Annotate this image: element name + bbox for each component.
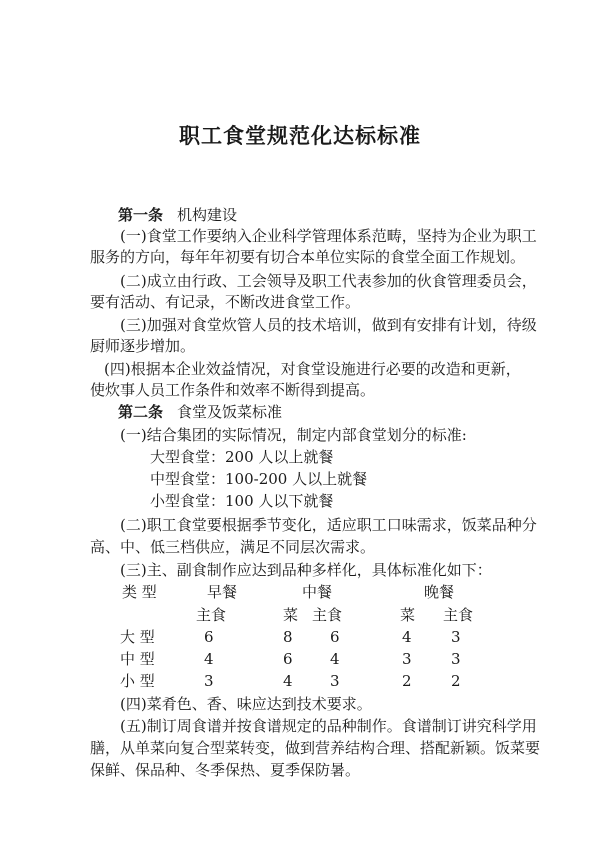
- breakfast-staple-value: 3: [204, 672, 214, 690]
- article1-title: 机构建设: [177, 206, 238, 224]
- article2-p1: (一)结合集团的实际情况，制定内部食堂划分的标准:: [120, 426, 467, 444]
- table-sub-dinner-staple: 主食: [443, 606, 474, 624]
- dinner-dish-value: 3: [402, 650, 412, 668]
- lunch-dish-value: 8: [283, 628, 293, 646]
- table-header-dinner: 晚餐: [424, 583, 455, 601]
- dinner-dish-value: 2: [402, 672, 412, 690]
- article2-p3: (三)主、副食制作应达到品种多样化，具体标准化如下：: [120, 561, 492, 579]
- size-large: 大型食堂：200 人以上就餐: [150, 448, 334, 466]
- article1-heading-line: [118, 205, 237, 225]
- table-header-lunch: 中餐: [302, 583, 333, 601]
- size-medium: 中型食堂：100-200 人以上就餐: [150, 470, 368, 488]
- article1-p1-line2: 服务的方向，每年年初要有切合本单位实际的食堂全面工作规划。: [90, 248, 526, 266]
- article2-p5-line3: 保鲜、保品种、冬季保热、夏季保防暑。: [90, 761, 361, 779]
- lunch-dish-value: 4: [283, 672, 293, 690]
- article2-p5-line2: 膳，从单菜向复合型菜转变，做到营养结构合理、搭配新颖。饭菜要: [90, 739, 541, 757]
- table-sub-dinner-dish: 菜: [400, 606, 416, 624]
- article1-p3-line1: (三)加强对食堂炊管人员的技术培训，做到有安排有计划，待级: [120, 316, 537, 334]
- row-label: 中 型: [120, 650, 155, 668]
- row-label: 大 型: [120, 628, 155, 646]
- article2-p2-line1: (二)职工食堂要根据季节变化，适应职工口味需求，饭菜品种分: [120, 516, 537, 534]
- breakfast-staple-value: 4: [204, 650, 214, 668]
- article2-p2-line2: 高、中、低三档供应，满足不同层次需求。: [90, 538, 376, 556]
- article1-number: 第一条: [118, 206, 164, 224]
- article2-title: 食堂及饭菜标准: [177, 403, 283, 421]
- dinner-staple-value: 2: [451, 672, 461, 690]
- article1-p2-line1: (二)成立由行政、工会领导及职工代表参加的伙食管理委员会，: [120, 272, 537, 290]
- article2-number: 第二条: [118, 403, 164, 421]
- article1-p1-line1: (一)食堂工作要纳入企业科学管理体系范畴，坚持为企业为职工: [120, 227, 537, 245]
- row-label: 小 型: [120, 672, 155, 690]
- article1-p4-line1: (四)根据本企业效益情况，对食堂设施进行必要的改造和更新，: [104, 360, 521, 378]
- article1-p3-line2: 厨师逐步增加。: [90, 337, 196, 355]
- dinner-staple-value: 3: [451, 650, 461, 668]
- article2-p5-line1: (五)制订周食谱并按食谱规定的品种制作。食谱制订讲究科学用: [120, 717, 537, 735]
- article2-heading-line: [118, 402, 282, 422]
- lunch-staple-value: 6: [330, 628, 340, 646]
- article1-p2-line2: 要有活动、有记录，不断改进食堂工作。: [90, 293, 361, 311]
- table-header-breakfast: 早餐: [207, 583, 238, 601]
- lunch-staple-value: 3: [330, 672, 340, 690]
- table-header-type: 类 型: [122, 583, 157, 601]
- dinner-staple-value: 3: [451, 628, 461, 646]
- dinner-dish-value: 4: [402, 628, 412, 646]
- article1-p4-line2: 使炊事人员工作条件和效率不断得到提高。: [90, 381, 376, 399]
- size-small: 小型食堂：100 人以下就餐: [150, 492, 334, 510]
- table-sub-lunch-dish: 菜: [283, 606, 299, 624]
- lunch-dish-value: 6: [283, 650, 293, 668]
- table-sub-breakfast-staple: 主食: [196, 606, 227, 624]
- article2-p4: (四)菜肴色、香、味应达到技术要求。: [120, 695, 372, 713]
- breakfast-staple-value: 6: [204, 628, 214, 646]
- lunch-staple-value: 4: [330, 650, 340, 668]
- page-title: 职工食堂规范化达标标准: [179, 123, 421, 148]
- table-sub-lunch-staple: 主食: [312, 606, 343, 624]
